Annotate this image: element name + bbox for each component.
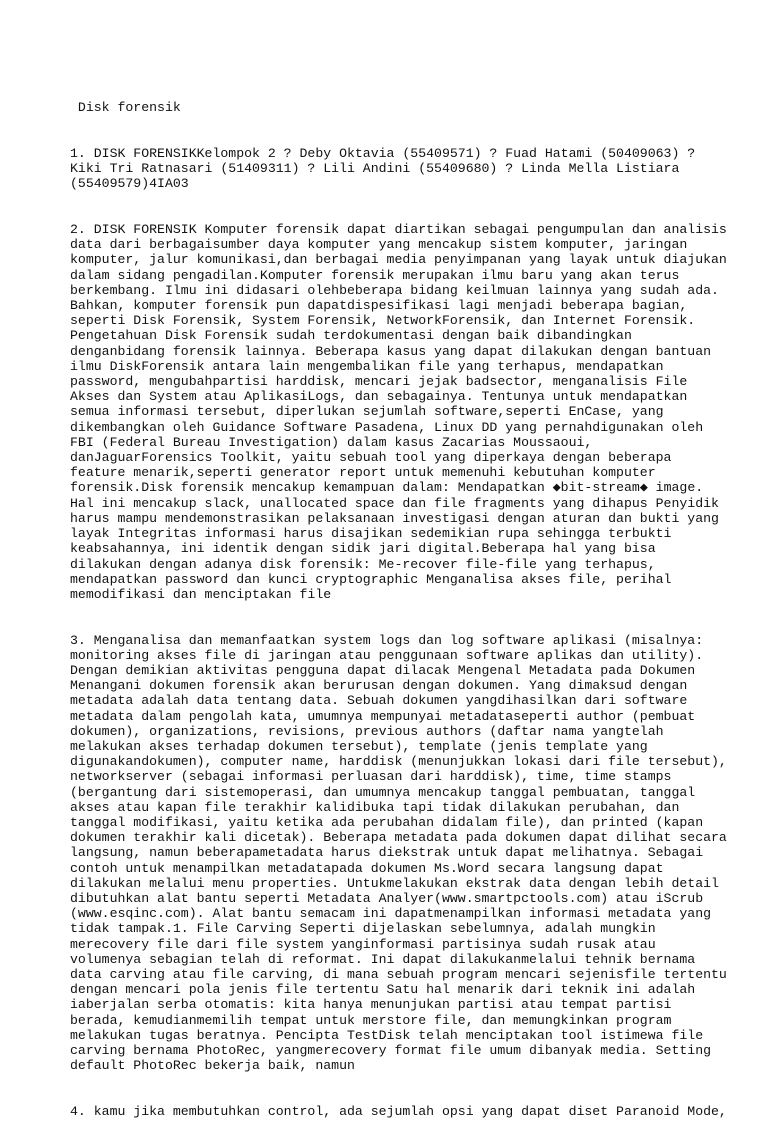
document-body xyxy=(70,70,727,1134)
paragraph-1: 1. DISK FORENSIKKelompok 2 ? Deby Oktavia (55409571) ? Fuad Hatami (50409063) ? Kiki Tri Ratnasari (51409311) ? Lili Andini (55409680) ? Linda Mella Listiara (55409579)4IA03 xyxy=(70,146,696,192)
paragraph-3: 3. Menganalisa dan memanfaatkan system logs dan log software aplikasi (misalnya: monitoring akses file di jaringan atau penggunaan software aplikas dan utility). Dengan demikian aktivitas pengguna dapat dilacak Mengenal Metadata pada Dokumen Menangani dokumen forensik akan berurusan dengan dokumen. Yang dimaksud dengan metadata adalah data tentang data. Sebuah dokumen yangdihasilkan dari software metadata dalam pengolah kata, umumnya mempunyai metadataseperti author (pembuat dokumen), organizations, revisions, previous authors (daftar nama yangtelah melakukan akses terhadap dokumen tersebut), template (jenis template yang digunakandokumen), computer name, harddisk (menunjukkan lokasi dari file tersebut), networkserver (sebagai informasi perluasan dari harddisk), time, time stamps (bergantung dari sistemoperasi, dan umumnya mencakup tanggal pembuatan, tanggal akses atau kapan file terakhir kalidibuka tapi tidak dilakukan perubahan, dan tanggal modifikasi, yaitu ketika ada perubahan didalam file), dan printed (kapan dokumen terakhir kali dicetak). Beberapa metadata pada dokumen dapat dilihat secara langsung, namun beberapametadata harus diekstrak untuk dapat melihatnya. Sebagai contoh untuk menampilkan metadatapada dokumen Ms.Word secara langsung dapat dilakukan melalui menu properties. Untukmelakukan ekstrak data dengan lebih detail dibutuhkan alat bantu seperti Metadata Analyer(www.smartpctools.com) atau iScrub (www.esqinc.com). Alat bantu semacam ini dapatmenampilkan informasi metadata yang tidak tampak.1. File Carving Seperti dijelaskan sebelumnya, adalah mungkin merecovery file dari file system yanginformasi partisinya sudah rusak atau volumenya sebagian telah di reformat. Ini dapat dilakukanmelalui tehnik bernama data carving atau file carving, di mana sebuah program mencari sejenisfile tertentu dengan mencari pola jenis file tertentu Satu hal menarik dari teknik ini adalah iaberjalan serba otomatis: kita hanya menunjukan partisi atau tempat partisi berada, kemudianmemilih tempat untuk merstore file, dan memungkinkan program melakukan tugas beratnya. Pencipta TestDisk telah menciptakan tool istimewa file carving bernama PhotoRec, yangmerecovery format file umum dibanyak media. Setting default PhotoRec bekerja baik, namun xyxy=(70,632,727,1074)
document-title: Disk forensik xyxy=(70,100,181,116)
paragraph-2: 2. DISK FORENSIK Komputer forensik dapat diartikan sebagai pengumpulan dan analisis data dari berbagaisumber daya komputer yang mencakup sistem komputer, jaringan komputer, jalur komunikasi,dan berbagai media penyimpanan yang layak untuk diajukan dalam sidang pengadilan.Komputer forensik merupakan ilmu baru yang akan terus berkembang. Ilmu ini didasari olehbeberapa bidang keilmuan lainnya yang sudah ada. Bahkan, komputer forensik pun dapatdispesifikasi lagi menjadi beberapa bagian, seperti Disk Forensik, System Forensik, NetworkForensik, dan Internet Forensik. Pengetahuan Disk Forensik sudah terdokumentasi dengan baik dibandingkan denganbidang forensik lainnya. Beberapa kasus yang dapat dilakukan dengan bantuan ilmu DiskForensik antara lain mengembalikan file yang terhapus, mendapatkan password, mengubahpartisi harddisk, mencari jejak badsector, menganalisis File Akses dan System atau AplikasiLogs, dan sebagainya. Tentunya untuk mendapatkan semua informasi tersebut, diperlukan sejumlah software,seperti EnCase, yang dikembangkan oleh Guidance Software Pasadena, Linux DD yang pernahdigunakan oleh FBI (Federal Bureau Investigation) dalam kasus Zacarias Moussaoui, danJaguarForensics Toolkit, yaitu sebuah tool yang diperkaya dengan beberapa feature menarik,seperti generator report untuk memenuhi kebutuhan komputer forensik.Disk forensik mencakup kemampuan dalam: Mendapatkan ◆bit-stream◆ image. Hal ini mencakup slack, unallocated space dan file fragments yang dihapus Penyidik harus mampu mendemonstrasikan pelaksanaan investigasi dengan aturan dan bukti yang layak Integritas informasi harus disajikan sedemikian rupa sehingga terbukti keabsahannya, ini identik dengan sidik jari digital.Beberapa hal yang bisa dilakukan dengan adanya disk forensik: Me-recover file-file yang terhapus, mendapatkan password dan kunci cryptographic Menganalisa akses file, perihal memodifikasi dan menciptakan file xyxy=(70,222,727,602)
paragraph-4: 4. kamu jika membutuhkan control, ada sejumlah opsi yang dapat diset Paranoid Mode, xyxy=(70,1103,727,1119)
